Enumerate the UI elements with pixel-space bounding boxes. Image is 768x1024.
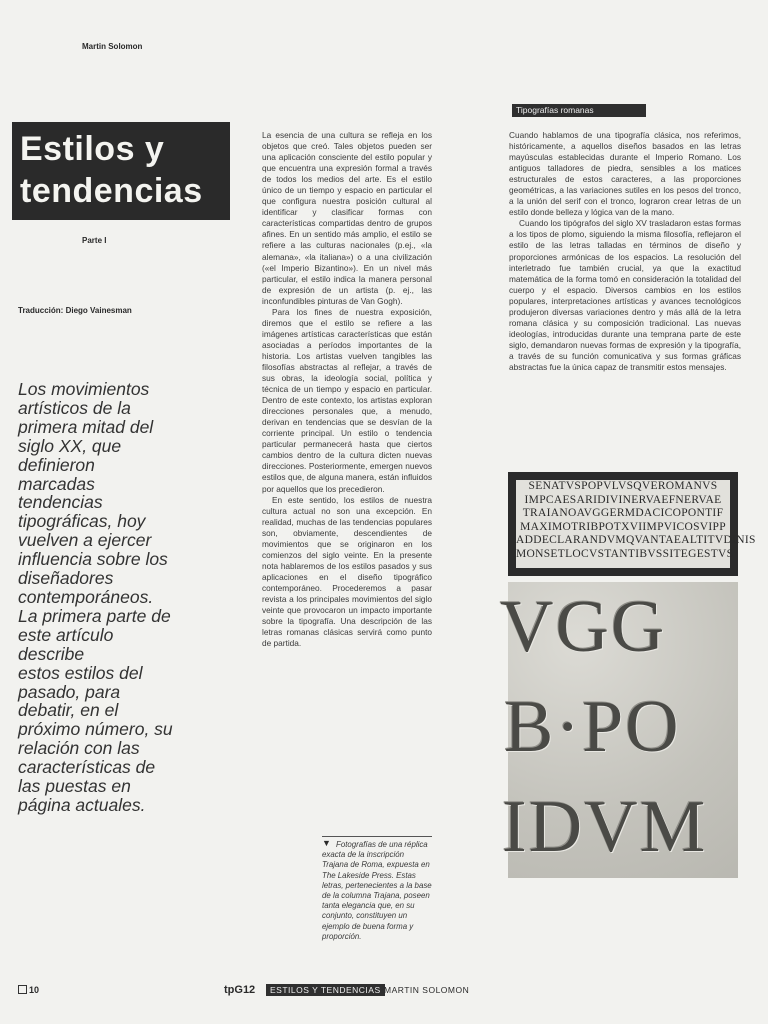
- closeup-letters: IDVM: [502, 786, 708, 868]
- closeup-letters: VGG: [500, 586, 667, 668]
- intro-line: La primera parte de: [18, 605, 171, 626]
- intro-line: este artículo: [18, 624, 114, 645]
- intro-line: estos estilos del: [18, 662, 143, 683]
- inscription-line: MONSETLOCVSTANTIBVSSITEGESTVS: [516, 547, 734, 560]
- intro-line: diseñadores: [18, 568, 114, 589]
- inscription-plate: [516, 480, 756, 568]
- body-paragraph: Para los fines de nuestra exposición, diremos que el estilo se refiere a las imágenes artísticas características que están asociadas a períodos importantes de la historia. Los artistas vuelven tangibles las filosofías abstractas al reflejar, a través de sus obras, la ideología social, política y técnica de un tiempo y espacio en particular. Dentro de este contexto, los artistas exploran direcciones personales que, a menudo, derivan en tendencias que se desvían de la corriente principal. Un estilo o tendencia particular permanecerá hasta que ciertos cambios dentro de la cultura dicten nuevas direcciones. Posteriormente, emergen nuevos estilos que, de alguna manera, están influidos por aquellos que los precedieron.: [262, 306, 432, 494]
- body-paragraph: En este sentido, los estilos de nuestra cultura actual no son una excepción. En realidad, muchas de las tendencias populares son, obviamente, descendientes de movimientos que se originaron en los comienzos del siglo veinte. En la presente nota hablaremos de los estilos pasados y sus aplicaciones en el diseño tipográfico contemporáneo. Procederemos a pasar revista a los principales movimientos del siglo veinte que provocaron un impacto importante sobre la tipografía. Una descripción de las letras romanas clásicas servirá como punto de partida.: [262, 494, 432, 649]
- intro-line: relación con las: [18, 738, 140, 759]
- inscription-line: TRAIANOAVGGERMDACICOPONTIF: [522, 507, 724, 519]
- intro-line: vuelven a ejercer: [18, 530, 152, 551]
- body-column-right: [509, 130, 741, 373]
- footer-author: MARTIN SOLOMON: [384, 985, 470, 995]
- intro-line: artísticos de la: [18, 397, 131, 418]
- intro-line: primera mitad del: [18, 416, 154, 437]
- inscription-line: MAXIMOTRIBPOTXVIIMPVICOSVIPP: [520, 520, 726, 533]
- intro-lead: [18, 380, 190, 815]
- body-column-middle: [262, 130, 432, 649]
- page-number-text: 10: [29, 985, 40, 995]
- intro-line: contemporáneos.: [18, 586, 154, 607]
- page-number: [18, 984, 39, 996]
- closeup-letters: B·PO: [504, 686, 681, 768]
- inscription-closeup-photo: [500, 582, 738, 878]
- intro-line: influencia sobre los: [18, 549, 168, 570]
- inscription-line: SENATVSPOPVLVSQVEROMANVS: [528, 480, 718, 492]
- body-paragraph: Cuando los tipógrafos del siglo XV trasladaron estas formas a los tipos de plomo, siguiendo la misma filosofía, reflejaron el estilo de las letras talladas en términos de diseño y proporciones armónicas de los espacios. La resolución del interletrado fue también crucial, ya que la exactitud matemática de la forma tomó en consideración la totalidad del cuerpo y el espacio. Diversos cambios en los estilos populares, interpretaciones artísticas y avances tecnológicos produjeron diversas variaciones dentro y más allá de la letra romana clásica y su composición tradicional. Las nuevas ideologías, introducidas durante una temprana parte de este siglo, demandaron nuevas formas de expresión y la tipografía, a través de su función comunicativa y sus formas gráficas abstractas fue la única capaz de transmitir estos mensajes.: [509, 218, 741, 372]
- title-line-2: tendencias: [20, 172, 203, 210]
- article-title: [12, 122, 230, 220]
- intro-line: próximo número, su: [18, 719, 173, 740]
- square-icon: [18, 985, 27, 994]
- body-paragraph: La esencia de una cultura se refleja en los objetos que creó. Tales objetos pueden ser una aplicación consciente del estilo popular y que encuentra una expresión formal a través de todos los medios del arte. Es el estilo único de un tiempo y espacio en particular el que configura nuestra posición cultural al identificar y clasificar formas con características compartidas dentro de grupos afines. En un sentido más amplio, el estilo se refiere a las culturas nacionales (p.ej., «la alemana», «la italiana») o a una civilización («el Imperio Bizantino»). En un nivel más particular, el estilo indica la manera personal de expresión de un artista (p. ej., las inconfundibles pinturas de Van Gogh).: [262, 130, 432, 306]
- inscription-photo: [508, 472, 756, 576]
- photo-caption: Fotografías de una réplica exacta de la inscripción Trajana de Roma, expuesta en The Lakeside Press. Estas letras, pertenecientes a la base de la columna Trajana, poseen tanta elegancia que, en su conjunto, constituyen un ejemplo de buena forma y proporción.: [322, 840, 432, 941]
- body-paragraph: Cuando hablamos de una tipografía clásica, nos referimos, históricamente, a aquellos diseños basados en las letras mayúsculas establecidas durante el Imperio Romano. Los antiguos talladores de piedra, sensibles a los matices estructurales de estos caracteres, a las proporciones geométricas, a las variaciones sutiles en los pesos del tronco, a la unión del serif con el tronco, lograron crear letras de un estilo donde belleza y lógica van de la mano.: [509, 130, 741, 218]
- translation-credit: Traducción: Diego Vainesman: [18, 306, 132, 315]
- intro-line: siglo XX, que: [18, 435, 122, 456]
- title-line-1: Estilos y: [20, 130, 165, 168]
- intro-line: Los movimientos: [18, 379, 150, 399]
- intro-line: debatir, en el: [18, 700, 119, 721]
- inscription-line: IMPCAESARIDIVINERVAEFNERVAE: [524, 493, 722, 506]
- intro-line: tendencias: [18, 492, 103, 513]
- intro-line: marcadas: [18, 473, 95, 494]
- part-label: Parte I: [82, 236, 107, 245]
- intro-line: describe: [18, 643, 85, 664]
- intro-line: características de: [18, 757, 156, 778]
- author-name: Martin Solomon: [82, 42, 143, 51]
- magazine-issue: tpG12: [224, 984, 256, 996]
- intro-line: tipográficas, hoy: [18, 511, 146, 532]
- section-label: Tipografías romanas: [512, 104, 646, 117]
- caption-rule: [322, 836, 432, 837]
- intro-line: página actuales.: [18, 794, 146, 815]
- inscription-line: ADDECLARANDVMQVANTAEALTITVDINIS: [516, 534, 756, 546]
- footer-section-label: ESTILOS Y TENDENCIAS: [266, 984, 385, 996]
- intro-line: las puestas en: [18, 776, 131, 797]
- caption-marker-icon: ▼: [322, 838, 331, 848]
- intro-line: pasado, para: [18, 681, 121, 702]
- intro-line: definieron: [18, 454, 95, 475]
